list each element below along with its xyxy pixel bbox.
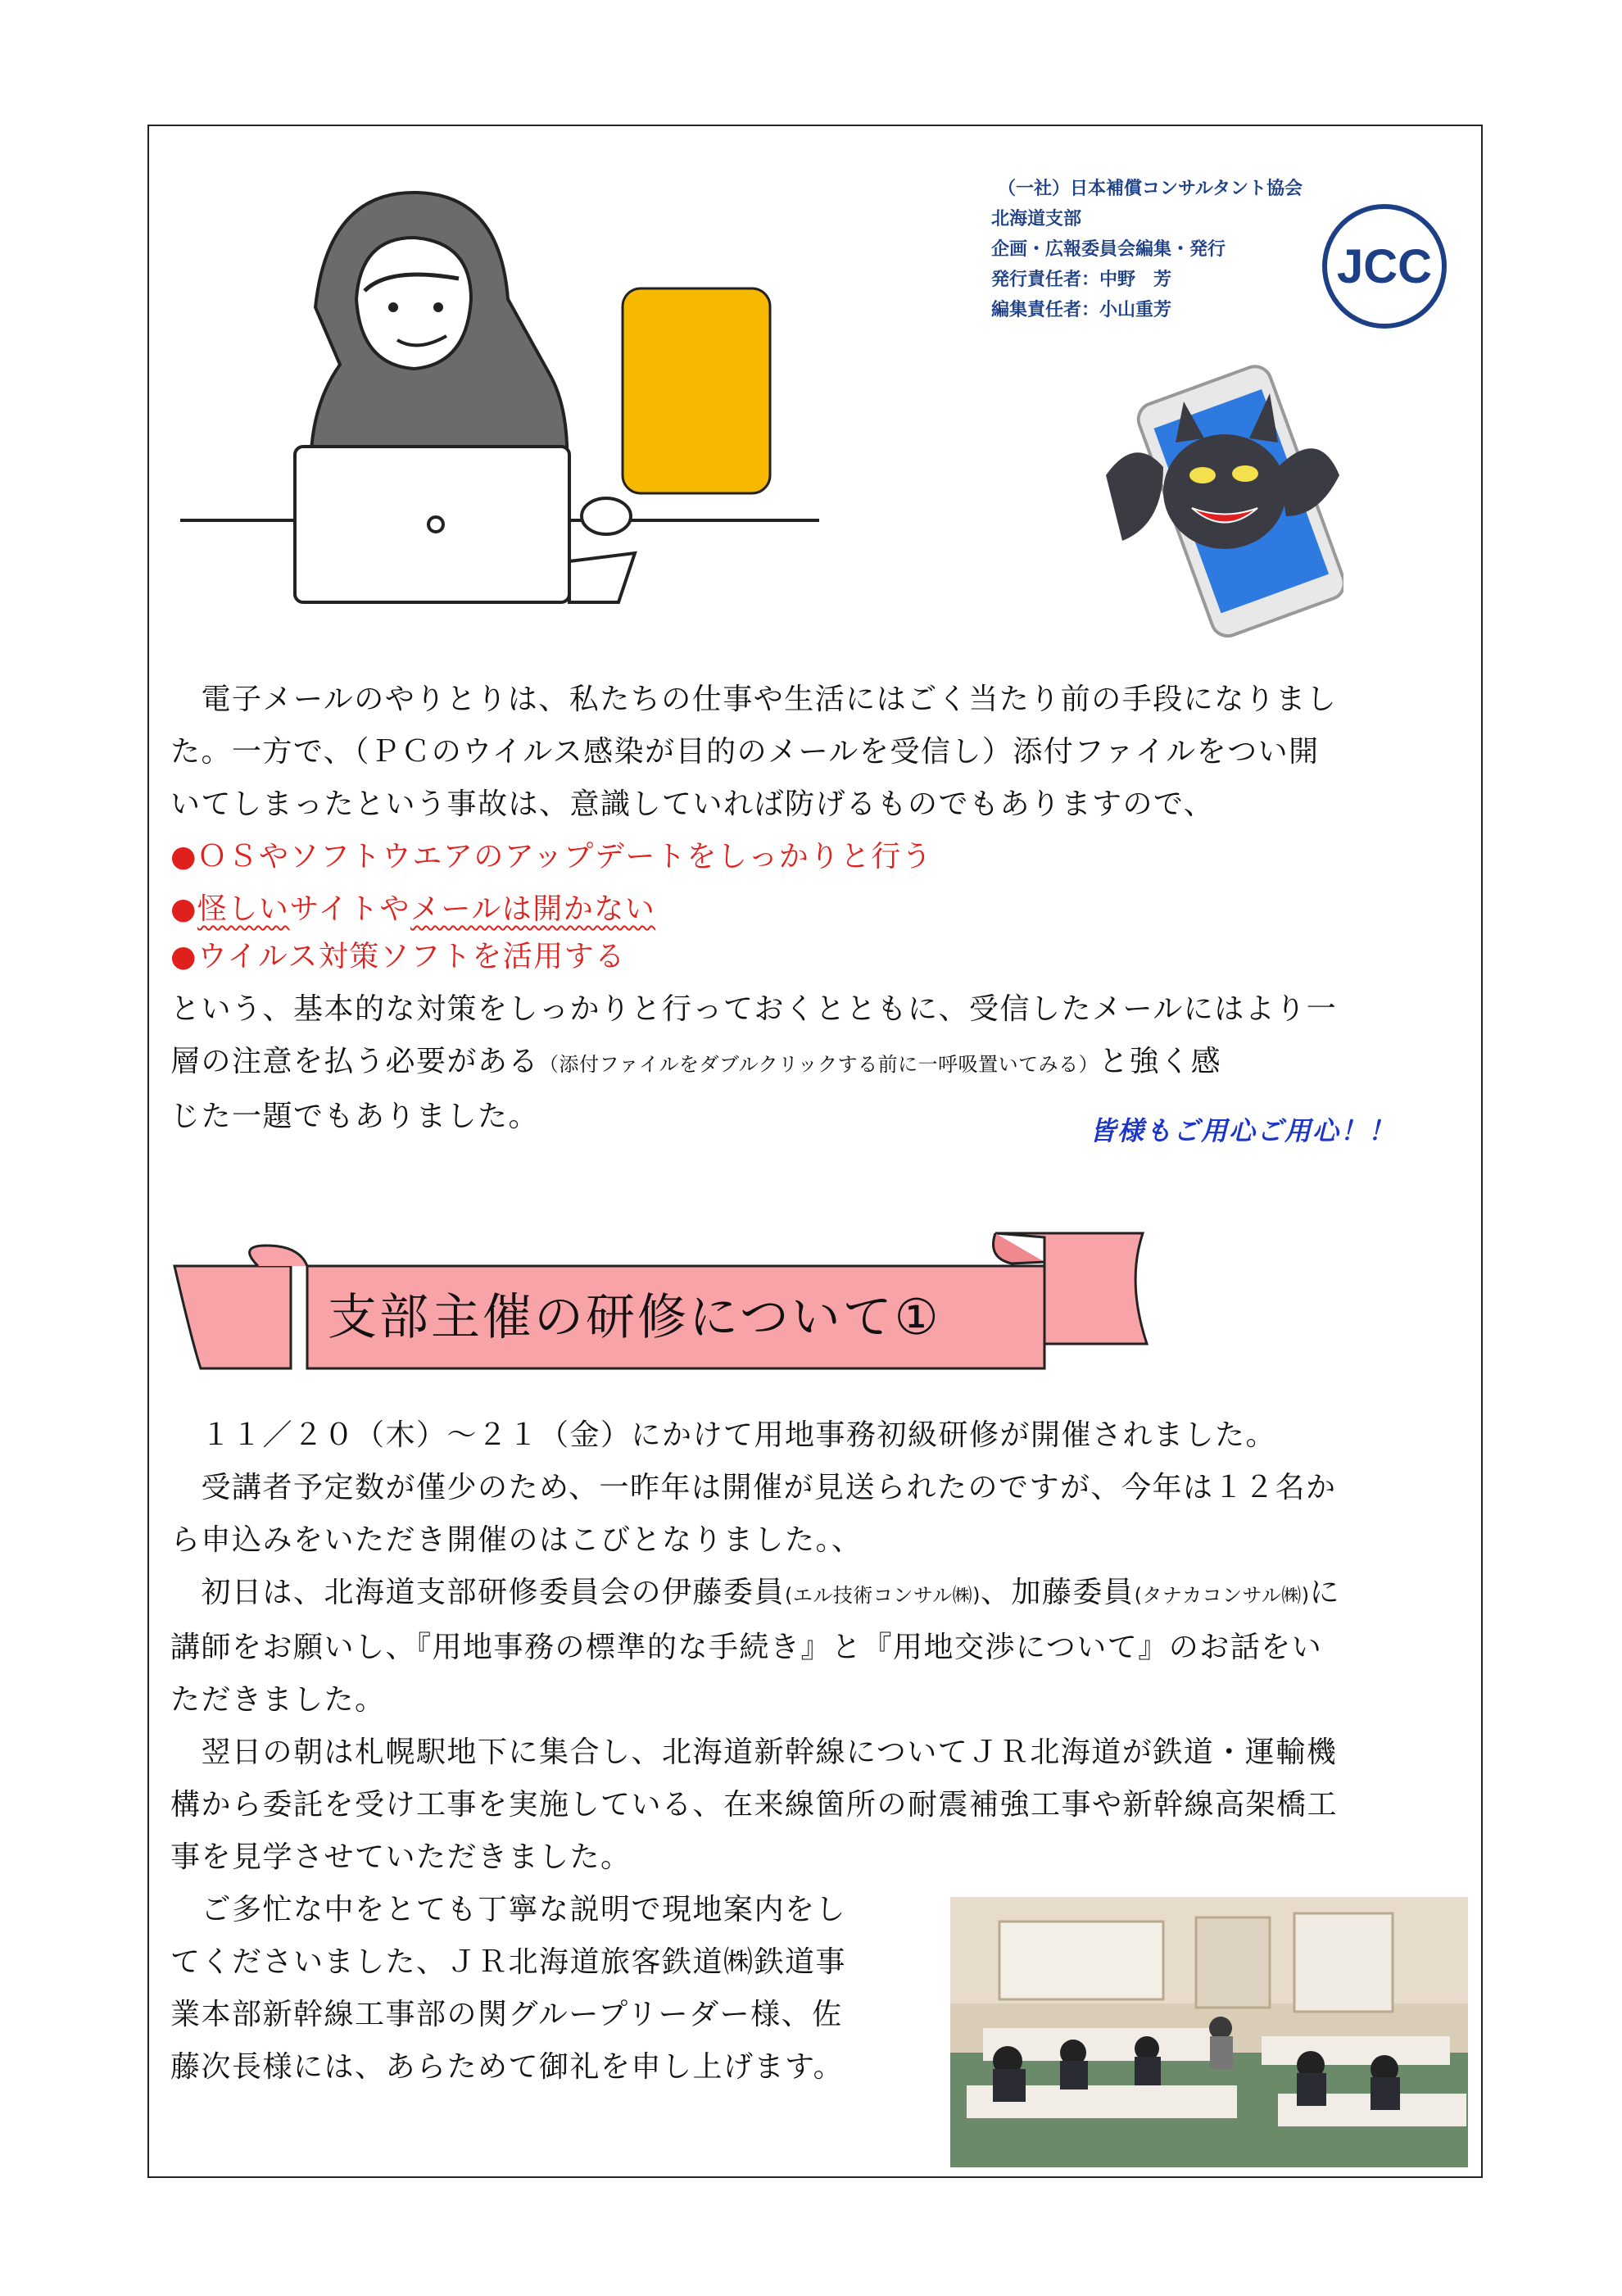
section-line: ただきました。	[170, 1683, 386, 1717]
section-line: ら申込みをいただき開催のはこびとなりました。、	[170, 1523, 863, 1557]
section-title: 支部主催の研修について①	[328, 1289, 941, 1346]
section-line: 藤次長様には、あらためて御礼を申し上げます。	[170, 2050, 845, 2084]
training-room-photo	[950, 1897, 1468, 2167]
section-line: １１／２０（木）～２１（金）にかけて用地事務初級研修が開催されました。	[170, 1418, 1277, 1452]
section-line: 講師をお願いし、『用地事務の標準的な手続き』と『用地交渉について』のお話をい	[170, 1631, 1323, 1664]
article-aside: （添付ファイルをダブルクリックする前に一呼吸置いてみる）	[539, 1053, 1099, 1076]
bullet-update: ●ＯＳやソフトウエアのアップデートをしっかりと行う	[170, 840, 933, 873]
editor-responsible: 編集責任者：小山重芳	[991, 300, 1172, 320]
article-line: 電子メールのやりとりは、私たちの仕事や生活にはごく当たり前の手段になりまし	[170, 683, 1338, 716]
jcc-logo	[1319, 201, 1450, 332]
section-line: 受講者予定数が僅少のため、一昨年は開催が見送られたのですが、今年は１２名か	[170, 1471, 1337, 1504]
article-line: 層の注意を払う必要がある（添付ファイルをダブルクリックする前に一呼吸置いてみる）と強く感	[170, 1045, 1222, 1078]
bullet-suspicious-a: 怪しい	[197, 892, 290, 926]
section-line: 初日は、北海道支部研修委員会の伊藤委員(エル技術コンサル㈱)、加藤委員(タナカコンサル㈱)に	[170, 1576, 1341, 1609]
publisher-committee: 企画・広報委員会編集・発行	[991, 239, 1226, 260]
article-line: た。一方で、（ＰＣのウイルス感染が目的のメールを受信し）添付ファイルをつい開	[170, 735, 1320, 769]
bullet-suspicious	[170, 883, 1337, 936]
affiliation-kato: (タナカコンサル㈱)	[1134, 1584, 1310, 1607]
bullet-dot: ●	[170, 892, 197, 926]
section-line: 翌日の朝は札幌駅地下に集合し、北海道新幹線についてＪＲ北海道が鉄道・運輸機	[170, 1736, 1338, 1769]
article-line: いてしまったという事故は、意識していれば防げるものでもありますので、	[170, 787, 1215, 821]
article-line: という、基本的な対策をしっかりと行っておくとともに、受信したメールにはより一	[170, 992, 1338, 1026]
caution-note: 皆様もご用心ご用心！！	[1090, 1115, 1397, 1146]
section-line: てくださいました、ＪＲ北海道旅客鉄道㈱鉄道事	[170, 1945, 847, 1979]
section-line: ご多忙な中をとても丁寧な説明で現地案内をし	[170, 1893, 847, 1926]
section-line: 業本部新幹線工事部の関グループリーダー様、佐	[170, 1998, 843, 2031]
publisher-responsible: 発行責任者：中野 芳	[991, 270, 1172, 290]
virus-bat-phone-illustration	[1098, 352, 1343, 647]
section-line: 構から委託を受け工事を実施している、在来線箇所の耐震補強工事や新幹線高架橋工	[170, 1788, 1339, 1822]
article-email-intro	[170, 674, 1337, 1143]
affiliation-ito: (エル技術コンサル㈱)	[785, 1584, 981, 1607]
article-line: じた一題でもありました。	[170, 1100, 540, 1133]
publisher-info	[991, 174, 1303, 325]
section-line: 事を見学させていただきました。	[170, 1840, 632, 1874]
publisher-org: （一社）日本補償コンサルタント協会	[998, 179, 1303, 199]
bullet-antivirus: ●ウイルス対策ソフトを活用する	[170, 940, 626, 973]
publisher-branch: 北海道支部	[991, 209, 1082, 229]
bullet-suspicious-b: サイトや	[289, 892, 410, 926]
hacker-laptop-illustration	[176, 176, 831, 619]
svg-text:JCC: JCC	[1336, 240, 1433, 293]
bullet-suspicious-c: メールは開かない	[410, 892, 656, 926]
